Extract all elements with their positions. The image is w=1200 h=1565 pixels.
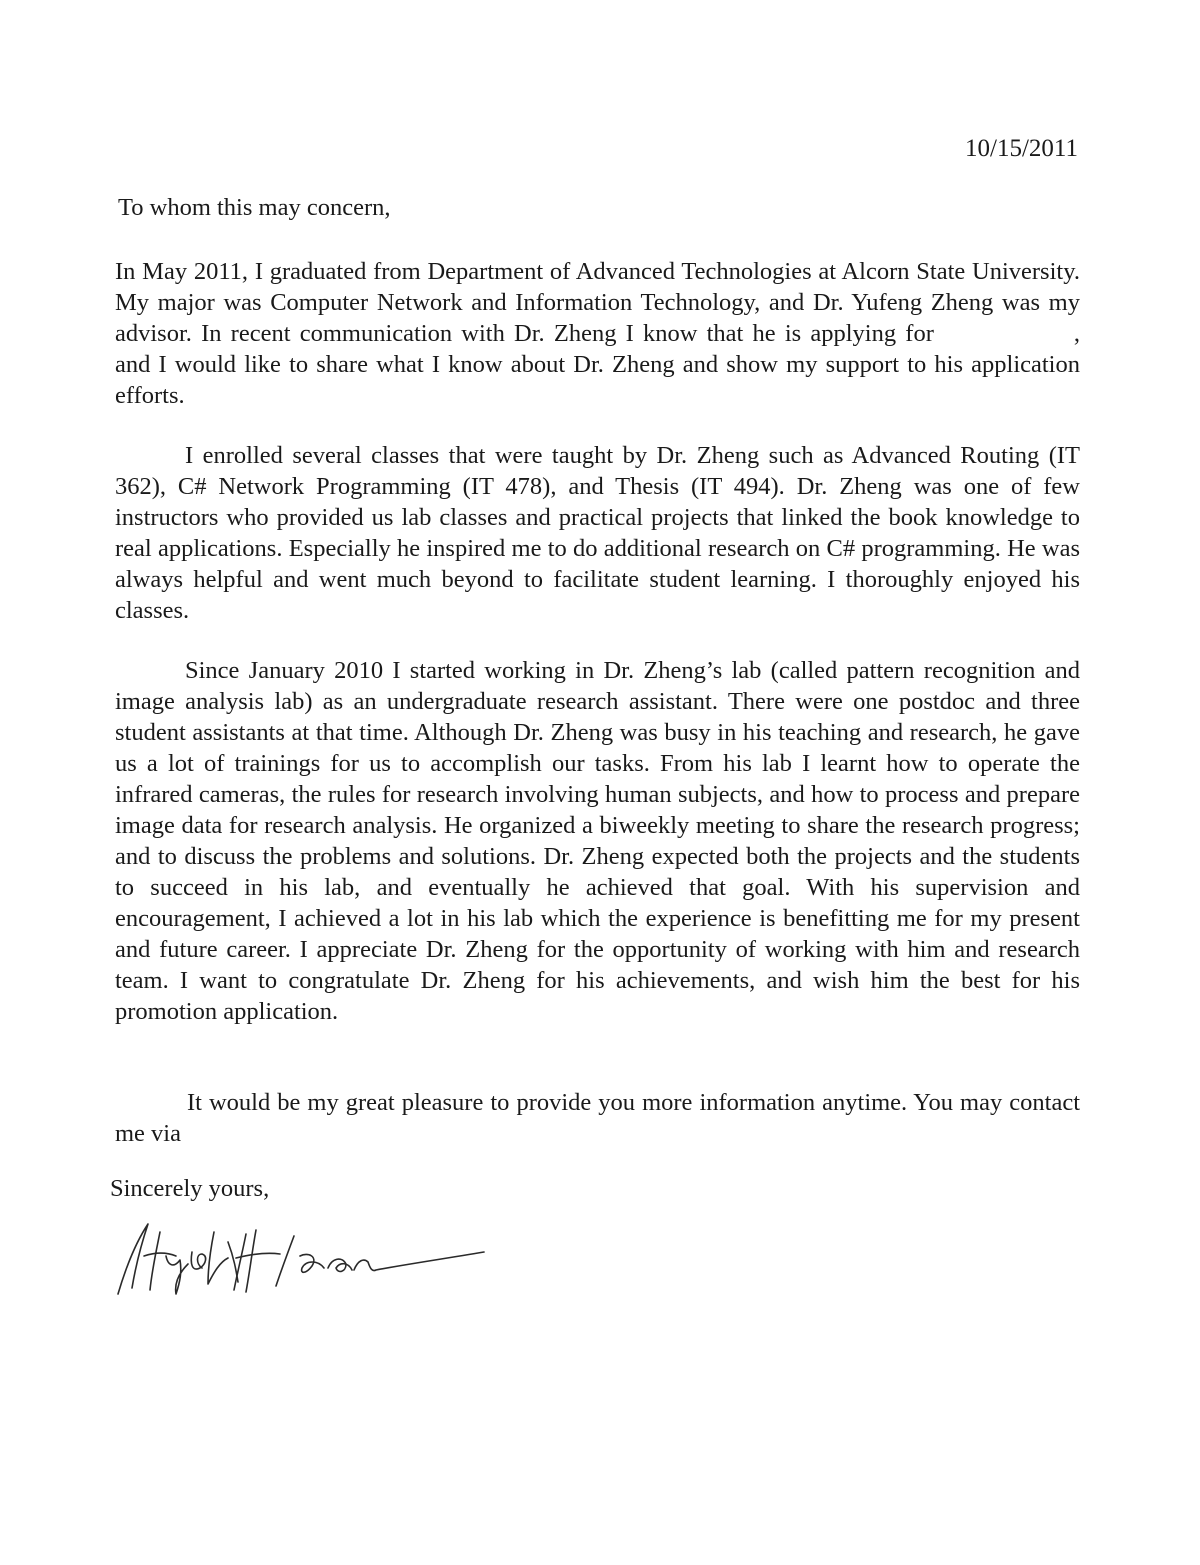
closing: Sincerely yours, — [110, 1175, 270, 1202]
paragraph-intro — [115, 256, 1080, 411]
paragraph-intro-part1: In May 2011, I graduated from Department of Advanced Technologies at Alcorn State University. My major was Computer Network and Information Technology, and Dr. Yufeng Zheng was my advisor. In recent communication with Dr. Zheng I know that he is applying for — [115, 258, 1080, 347]
paragraph-classes: I enrolled several classes that were taught by Dr. Zheng such as Advanced Routing (IT 362), C# Network Programming (IT 478), and Thesis (IT 494). Dr. Zheng was one of few instructors who provided us lab classes and practical projects that linked the book knowledge to real applications. Especially he inspired me to do additional research on C# programming. He was always helpful and went much beyond to facilitate student learning. I thoroughly enjoyed his classes. — [115, 442, 1080, 624]
paragraph-lab: Since January 2010 I started working in Dr. Zheng’s lab (called pattern recognition and image analysis lab) as an undergraduate research assistant. There were one postdoc and three student assistants at that time. Although Dr. Zheng was busy in his teaching and research, he gave us a lot of trainings for us to accomplish our tasks. From his lab I learnt how to operate the infrared cameras, the rules for research involving human subjects, and how to process and prepare image data for research analysis. He organized a biweekly meeting to share the research progress; and to discuss the problems and solutions. Dr. Zheng expected both the projects and the students to succeed in his lab, and eventually he achieved that goal. With his supervision and encouragement, I achieved a lot in his lab which the experience is benefitting me for my present and future career. I appreciate Dr. Zheng for the opportunity of working with him and research team. I want to congratulate Dr. Zheng for his achievements, and wish him the best for his promotion application. — [115, 657, 1080, 1025]
paragraph-contact: It would be my great pleasure to provide you more information anytime. You may contact me via — [115, 1089, 1080, 1147]
salutation: To whom this may concern, — [118, 194, 391, 221]
paragraph-intro-part2: , and I would like to share what I know about Dr. Zheng and show my support to his application efforts. — [115, 320, 1080, 409]
letter-date: 10/15/2011 — [965, 135, 1078, 162]
signature-icon — [96, 1212, 496, 1302]
